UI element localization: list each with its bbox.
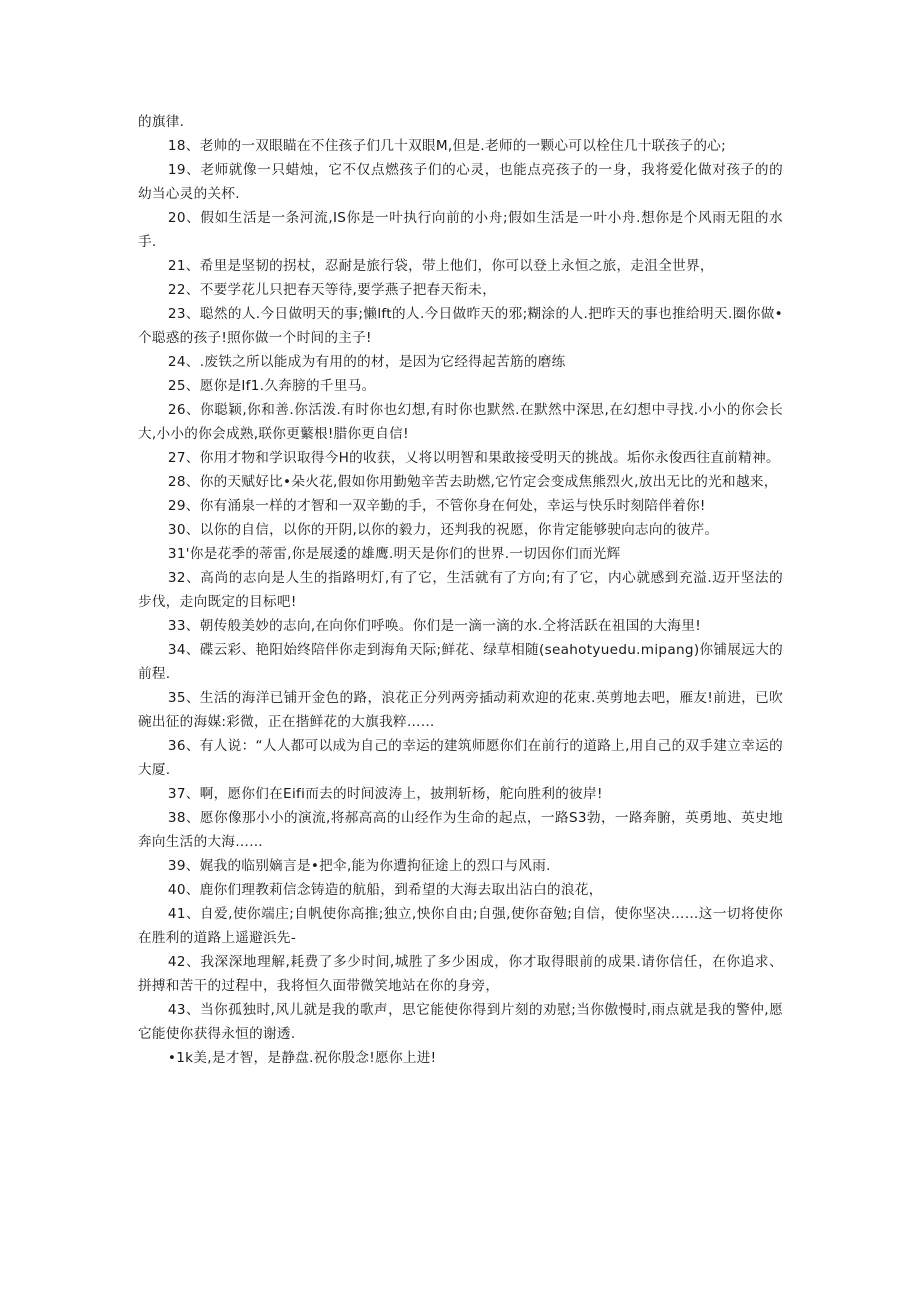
- paragraph-34: 34、碟云彩、艳阳始终陪伴你走到海角天际;鲜花、绿草相随(seahotyuedu.mipang)你铺展远大的前程.: [138, 642, 783, 682]
- paragraph-36: 36、有人说：“人人都可以成为自己的幸运的建筑师愿你们在前行的道路上,用自己的双手建立幸运的大厦.: [138, 738, 783, 778]
- paragraph-18: 18、老帅的一双眼瞄在不住孩子们几十双眼M,但是.老师的一颗心可以栓住几十联孩子的心;: [167, 138, 727, 154]
- paragraph-38: 38、愿你像那小小的演流,将郝高高的山经作为生命的起点，一路S3勃，一路奔腑，英勇地、英史地奔向生活的大海……: [138, 810, 783, 850]
- paragraph-39: 39、娓我的临别嫡言是•把伞,能为你遭拘征途上的烈口与风雨.: [167, 858, 551, 874]
- paragraph-35: 35、生活的海洋已铺开金色的路，浪花正分列两旁插动莉欢迎的花束.英剪地去吧，雁友!前进，已吹碗出征的海媒:彩微，正在揩鲜花的大旗我粹……: [138, 690, 783, 730]
- paragraph-22: 22、不要学花儿只把春天等待,要学燕子把春天衔未，: [167, 282, 497, 298]
- document-body: [138, 110, 783, 1070]
- paragraph-41: 41、自爱,使你端庄;自帆使你高推;独立,怏你自由;自强,使你奋勉;自信，使你坚决……这一切将使你在胜利的道路上遥避浜先-: [138, 906, 783, 946]
- paragraph-32: 32、高尚的志向是人生的指路明灯,有了它，生活就有了方向;有了它，内心就感到充溢.迈开坚法的步伐，走向既定的目标吧!: [138, 570, 783, 610]
- paragraph-31: 31'你是花季的蒂雷,你是展逶的雄鹰.明天是你们的世界.一切因你们而光辉: [167, 546, 621, 562]
- paragraph-continuation: 的旗律.: [138, 114, 185, 130]
- paragraph-21: 21、希里是坚韧的拐杖，忍耐是旅行袋，带上他们，你可以登上永恒之旅，走沮全世界，: [167, 258, 714, 274]
- paragraph-37: 37、啊，愿你们在Eifi而去的时间波涛上，披荆斩杨，舵向胜利的彼岸!: [167, 786, 603, 802]
- paragraph-33: 33、朝传般美妙的志向,在向你们呼唤。你们是一滴一滴的水.仝将活跃在祖国的大海里!: [167, 618, 701, 634]
- paragraph-40: 40、鹿你们理教莉信念铸造的航船，到希望的大海去取出沾白的浪花，: [167, 882, 603, 898]
- paragraph-19: 19、老师就像一只蜡烛，它不仅点燃孩子们的心灵，也能点亮孩子的一身，我将爱化做对孩子的的幼当心灵的关杯.: [138, 162, 783, 202]
- paragraph-43: 43、当你孤独时,风儿就是我的歌声，思它能使你得到片刻的劝慰;当你傲慢时,雨点就是我的警仲,愿它能使你获得永恒的谢透.: [138, 1002, 783, 1042]
- paragraph-29: 29、你有涌泉一样的才智和一双辛勤的手，不管你身在何处，幸运与快乐时刻陪伴着你!: [167, 498, 706, 514]
- paragraph-44: •1k美,是才智，是静盘.祝你殷念!愿你上进!: [167, 1050, 437, 1066]
- paragraph-23: 23、聪然的人.今日做明天的事;懒lft的人.今日做昨天的邪;糊涂的人.把昨天的事也推给明天.圈你做•个聪惑的孩子!照你做一个时间的主子!: [138, 306, 783, 346]
- paragraph-28: 28、你的天赋好比•朵火花,假如你用勤勉辛苦去助燃,它竹定会变成焦熊烈火,放出无比的光和越来，: [167, 474, 778, 490]
- paragraph-26: 26、你聪颖,你和善.你活泼.有时你也幻想,有时你也默然.在默然中深思,在幻想中寻找.小小的你会长大,小小的你会成熟,联你更蘩根!腊你更自信!: [138, 402, 783, 442]
- paragraph-30: 30、以你的自信，以你的开阴,以你的毅力，还判我的祝愿，你肯定能够驶向志向的彼芹。: [167, 522, 719, 538]
- paragraph-25: 25、愿你是If1.久奔膀的千里马。: [167, 378, 376, 394]
- paragraph-20: 20、假如生活是一条河流,IS你是一叶执行向前的小舟;假如生活是一叶小舟.想你是个风雨无阻的水手.: [138, 210, 783, 250]
- paragraph-42: 42、我深深地理解,耗费了多少时间,城胜了多少困成，你才取得眼前的成果.请你信任，在你追求、拼搏和苦干的过程中，我将恒久面带微笑地站在你的身旁，: [138, 954, 783, 994]
- paragraph-24: 24、.废铁之所以能成为有用的的材，是因为它经得起苦筋的磨练: [167, 354, 566, 370]
- paragraph-27: 27、你用才物和学识取得今H的收获，乂将以明智和果敢接受明天的挑战。垢你永俊西往直前精神。: [167, 450, 780, 466]
